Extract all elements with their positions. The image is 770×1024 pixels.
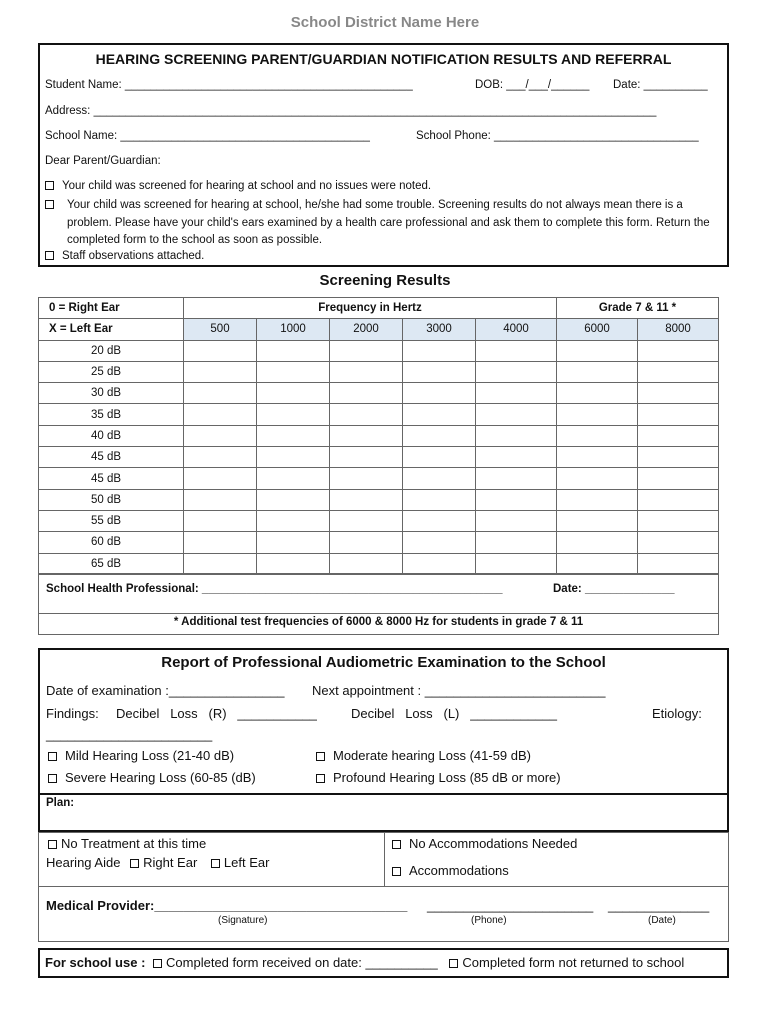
freq-header: Frequency in Hertz — [184, 298, 557, 319]
db-level: 40 dB — [39, 425, 184, 446]
db-level: 30 dB — [39, 383, 184, 404]
result-cell[interactable] — [557, 510, 638, 531]
grade-header: Grade 7 & 11 * — [557, 298, 719, 319]
health-professional-date[interactable]: Date: ______________ — [553, 583, 675, 595]
db-level: 25 dB — [39, 361, 184, 382]
notification-title: HEARING SCREENING PARENT/GUARDIAN NOTIFICATION RESULTS AND REFERRAL — [95, 51, 672, 67]
mild-loss-option[interactable]: Mild Hearing Loss (21-40 dB) — [48, 748, 234, 763]
hearing-aide-row: Hearing Aide Right Ear Left Ear — [46, 855, 270, 870]
result-cell[interactable] — [184, 468, 257, 489]
result-cell[interactable] — [638, 447, 719, 468]
freq-8000: 8000 — [638, 319, 719, 340]
result-cell[interactable] — [476, 383, 557, 404]
db-level: 60 dB — [39, 532, 184, 553]
table-row — [39, 553, 719, 574]
result-cell[interactable] — [330, 532, 403, 553]
plan-label: Plan: — [46, 797, 75, 809]
table-row — [39, 447, 719, 468]
db-level: 20 dB — [39, 340, 184, 361]
decibel-loss-left[interactable]: Decibel Loss (L) ____________ — [351, 706, 557, 721]
result-cell[interactable] — [476, 361, 557, 382]
result-cell[interactable] — [184, 510, 257, 531]
freq-2000: 2000 — [330, 319, 403, 340]
result-cell[interactable] — [184, 489, 257, 510]
table-row — [39, 425, 719, 446]
result-cell[interactable] — [403, 340, 476, 361]
result-cell[interactable] — [638, 468, 719, 489]
result-cell[interactable] — [330, 468, 403, 489]
result-cell[interactable] — [638, 510, 719, 531]
freq-6000: 6000 — [557, 319, 638, 340]
school-name-field[interactable]: School Name: _______________________________________ — [45, 130, 370, 142]
no-accommodations-option[interactable]: No Accommodations Needed — [392, 836, 577, 851]
result-cell[interactable] — [257, 404, 330, 425]
school-use-label: For school use : — [45, 955, 146, 970]
result-cell[interactable] — [330, 447, 403, 468]
result-cell[interactable] — [557, 340, 638, 361]
result-cell[interactable] — [403, 383, 476, 404]
result-cell[interactable] — [638, 361, 719, 382]
table-row — [39, 532, 719, 553]
db-level: 65 dB — [39, 553, 184, 574]
legend-right: 0 = Right Ear — [39, 298, 184, 319]
school-phone-field[interactable]: School Phone: ________________________________ — [416, 130, 699, 142]
table-row — [39, 489, 719, 510]
result-cell[interactable] — [557, 361, 638, 382]
decibel-loss-right[interactable]: Decibel Loss (R) ___________ — [116, 706, 317, 721]
checkbox[interactable] — [392, 867, 401, 876]
district-name: School District Name Here — [290, 14, 480, 31]
result-cell[interactable] — [403, 489, 476, 510]
result-cell[interactable] — [184, 447, 257, 468]
received-checkbox[interactable] — [153, 959, 162, 968]
table-row — [39, 340, 719, 361]
screening-title: Screening Results — [319, 272, 451, 289]
screening-table — [38, 297, 719, 575]
result-cell[interactable] — [476, 404, 557, 425]
greeting: Dear Parent/Guardian: — [45, 155, 161, 167]
check-staff-observations[interactable]: Staff observations attached. — [45, 250, 204, 262]
result-cell[interactable] — [403, 532, 476, 553]
severe-loss-option[interactable]: Severe Hearing Loss (60-85 (dB) — [48, 770, 256, 785]
result-cell[interactable] — [403, 404, 476, 425]
checkbox[interactable] — [48, 752, 57, 761]
left-ear-checkbox[interactable] — [211, 859, 220, 868]
freq-3000: 3000 — [403, 319, 476, 340]
result-cell[interactable] — [257, 553, 330, 574]
result-cell[interactable] — [476, 425, 557, 446]
result-cell[interactable] — [330, 489, 403, 510]
checkbox[interactable] — [316, 752, 325, 761]
freq-500: 500 — [184, 319, 257, 340]
plan-section[interactable] — [38, 793, 729, 832]
phone-caption: (Phone) — [471, 915, 507, 926]
result-cell[interactable] — [257, 340, 330, 361]
moderate-loss-option[interactable]: Moderate hearing Loss (41-59 dB) — [316, 748, 531, 763]
exam-date-field[interactable]: Date of examination :________________ — [46, 683, 285, 698]
result-cell[interactable] — [557, 404, 638, 425]
result-cell[interactable] — [476, 489, 557, 510]
result-cell[interactable] — [184, 532, 257, 553]
freq-4000: 4000 — [476, 319, 557, 340]
table-row — [39, 468, 719, 489]
result-cell[interactable] — [638, 340, 719, 361]
result-cell[interactable] — [557, 532, 638, 553]
db-level: 55 dB — [39, 510, 184, 531]
result-cell[interactable] — [476, 468, 557, 489]
result-cell[interactable] — [476, 447, 557, 468]
checkbox[interactable] — [48, 774, 57, 783]
treatment-bottom-divider — [38, 886, 729, 887]
result-cell[interactable] — [257, 532, 330, 553]
checkbox[interactable] — [45, 251, 54, 260]
health-professional-field[interactable]: School Health Professional: _______________________________________________ — [46, 583, 503, 595]
result-cell[interactable] — [557, 468, 638, 489]
date-caption: (Date) — [648, 915, 676, 926]
date-field[interactable]: Date: __________ — [613, 79, 708, 91]
result-cell[interactable] — [257, 361, 330, 382]
result-cell[interactable] — [638, 553, 719, 574]
right-ear-checkbox[interactable] — [130, 859, 139, 868]
result-cell[interactable] — [403, 510, 476, 531]
result-cell[interactable] — [330, 510, 403, 531]
result-cell[interactable] — [184, 404, 257, 425]
result-cell[interactable] — [557, 553, 638, 574]
freq-1000: 1000 — [257, 319, 330, 340]
result-cell[interactable] — [403, 425, 476, 446]
result-cell[interactable] — [330, 340, 403, 361]
db-level: 35 dB — [39, 404, 184, 425]
result-cell[interactable] — [638, 383, 719, 404]
result-cell[interactable] — [257, 510, 330, 531]
db-level: 45 dB — [39, 468, 184, 489]
result-cell[interactable] — [184, 425, 257, 446]
not-returned-checkbox[interactable] — [449, 959, 458, 968]
result-cell[interactable] — [330, 361, 403, 382]
result-cell[interactable] — [403, 361, 476, 382]
check-no-issues[interactable]: Your child was screened for hearing at school and no issues were noted. — [45, 180, 725, 192]
result-cell[interactable] — [257, 489, 330, 510]
result-cell[interactable] — [330, 553, 403, 574]
student-name-field[interactable]: Student Name: _____________________________________________ — [45, 79, 413, 91]
result-cell[interactable] — [403, 468, 476, 489]
next-appointment-field[interactable]: Next appointment : _________________________ — [312, 683, 606, 698]
profound-loss-option[interactable]: Profound Hearing Loss (85 dB or more) — [316, 770, 561, 785]
etiology-field[interactable]: _______________________ — [46, 727, 213, 742]
signature-caption: (Signature) — [218, 915, 268, 926]
result-cell[interactable] — [476, 553, 557, 574]
result-cell[interactable] — [184, 553, 257, 574]
findings-label: Findings: — [46, 706, 99, 721]
school-use-row: For school use : Completed form received on date: __________ Completed form not returned to school — [45, 955, 685, 970]
result-cell[interactable] — [330, 404, 403, 425]
result-cell[interactable] — [257, 425, 330, 446]
result-cell[interactable] — [638, 404, 719, 425]
table-row — [39, 383, 719, 404]
checkbox[interactable] — [45, 200, 54, 209]
table-row — [39, 510, 719, 531]
result-cell[interactable] — [184, 340, 257, 361]
result-cell[interactable] — [257, 468, 330, 489]
result-cell[interactable] — [557, 489, 638, 510]
result-cell[interactable] — [557, 447, 638, 468]
result-cell[interactable] — [476, 340, 557, 361]
result-cell[interactable] — [638, 532, 719, 553]
result-cell[interactable] — [403, 447, 476, 468]
result-cell[interactable] — [330, 425, 403, 446]
footnote: * Additional test frequencies of 6000 & 8000 Hz for students in grade 7 & 11 — [38, 613, 719, 636]
dob-field[interactable]: DOB: ___/___/______ — [475, 79, 590, 91]
medical-provider-field[interactable]: Medical Provider:___________________________________ — [46, 898, 408, 913]
table-row — [39, 361, 719, 382]
checkbox[interactable] — [392, 840, 401, 849]
checkbox[interactable] — [48, 840, 57, 849]
result-cell[interactable] — [257, 383, 330, 404]
db-level: 45 dB — [39, 447, 184, 468]
db-level: 50 dB — [39, 489, 184, 510]
result-cell[interactable] — [638, 489, 719, 510]
result-cell[interactable] — [330, 383, 403, 404]
address-field[interactable]: Address: ________________________________________________________________________________________ — [45, 105, 657, 117]
result-cell[interactable] — [476, 510, 557, 531]
table-row — [39, 404, 719, 425]
treatment-divider — [384, 832, 385, 886]
result-cell[interactable] — [557, 383, 638, 404]
result-cell[interactable] — [403, 553, 476, 574]
provider-phone-field[interactable]: _______________________ — [427, 898, 594, 913]
result-cell[interactable] — [184, 361, 257, 382]
result-cell[interactable] — [184, 383, 257, 404]
result-cell[interactable] — [638, 425, 719, 446]
no-treatment-option[interactable]: No Treatment at this time — [48, 836, 206, 851]
result-cell[interactable] — [557, 425, 638, 446]
check-had-trouble[interactable]: Your child was screened for hearing at school, he/she had some trouble. Screening results do not always mean there is a problem. Please have your child's ears examined by a health care professional and ask them to complete this form. Return the completed form to the school as soon as possible. — [45, 197, 727, 250]
report-title: Report of Professional Audiometric Examination to the School — [161, 654, 606, 671]
provider-date-field[interactable]: ______________ — [608, 898, 710, 913]
checkbox[interactable] — [45, 181, 54, 190]
etiology-label: Etiology: — [652, 706, 702, 721]
legend-left: X = Left Ear — [39, 319, 184, 340]
result-cell[interactable] — [257, 447, 330, 468]
accommodations-option[interactable]: Accommodations — [392, 863, 509, 878]
result-cell[interactable] — [476, 532, 557, 553]
checkbox[interactable] — [316, 774, 325, 783]
